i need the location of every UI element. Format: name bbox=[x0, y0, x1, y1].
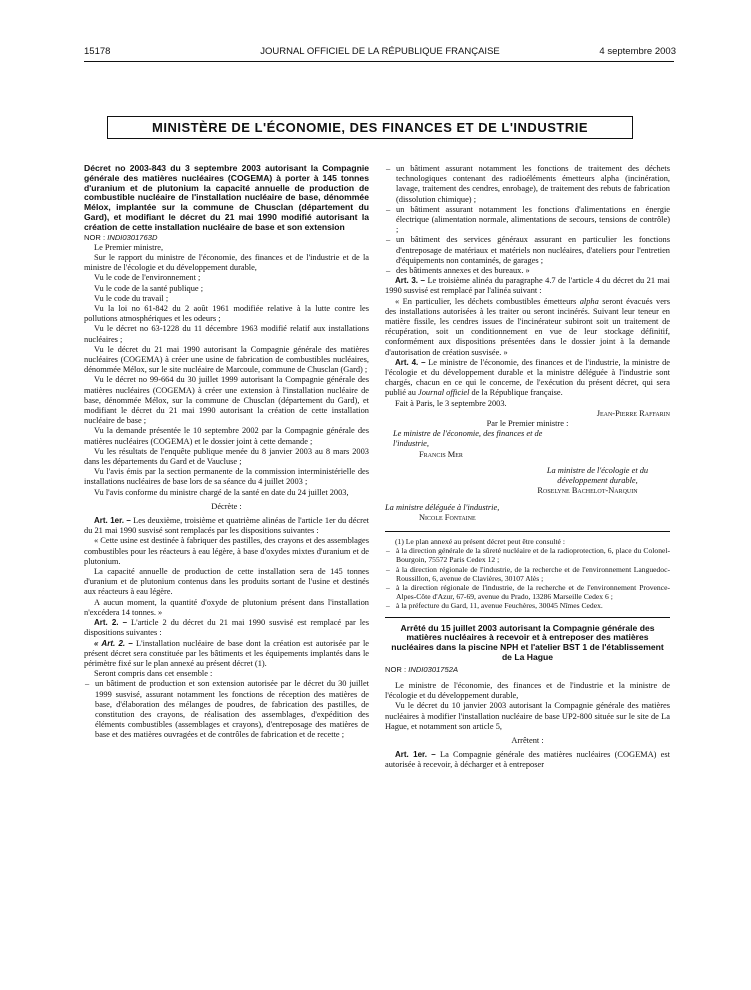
visa-item: Vu la demande présentée le 10 septembre 2002 par la Compagnie générale des matières nucléaires (COGEMA) et le dossier joint à cette demande ; bbox=[84, 426, 369, 446]
role-ministre-ecologie: La ministre de l'écologie et du développement durable, bbox=[546, 465, 649, 486]
list-item: – un bâtiment assurant notamment les fonctions de traitement des déchets technologiques contenant des radioéléments émetteurs alpha (incinération, lavage, traitement des cendres, enrobage), de traitement des rebuts de fabrication (dissolution chimique) ; bbox=[385, 164, 670, 205]
signature-ministre-deleguee: Nicole Fontaine bbox=[419, 512, 476, 522]
visa-item: Vu le code de la santé publique ; bbox=[94, 283, 204, 293]
footnote bbox=[385, 537, 670, 611]
visa-item: Vu la loi no 61-842 du 2 août 1961 modifiée relative à la lutte contre les pollutions atmosphériques et les odeurs ; bbox=[84, 304, 369, 324]
footnote-intro: (1) Le plan annexé au présent décret peut être consulté : bbox=[395, 536, 565, 546]
par-le-premier-ministre: Par le Premier ministre : bbox=[486, 419, 569, 429]
journal-title: JOURNAL OFFICIEL DE LA RÉPUBLIQUE FRANÇAISE bbox=[260, 46, 500, 57]
rapport: Sur le rapport du ministre de l'économie, des finances et de l'industrie et de la ministre de l'écologie et du développement durable, bbox=[84, 252, 369, 273]
list-item: – à la préfecture du Gard, 11, avenue Feuchères, 30045 Nîmes Cedex. bbox=[385, 601, 670, 610]
signature-ministre-ecologie: Roselyne Bachelot-Narquin bbox=[537, 486, 638, 496]
article-3-quote: « En particulier, les déchets combustibles émetteurs alpha seront évacués vers des installations autorisées à les traiter ou seront incinérés. Suivant leur teneur en matière fissile, les cendres issues de l'incinérateur subiront soit un traitement de récupération, soit un conditionnement en vue de leur stockage définitif, conformément aux dispositions présentées dans le dossier joint à la demande d'autorisation de création susvisée. » bbox=[385, 296, 670, 357]
decree-title: Décret no 2003-843 du 3 septembre 2003 autorisant la Compagnie générale des matières nucléaires (COGEMA) à porter à 145 tonnes d'uranium et de plutonium la capacité annuelle de production de combustible nucléaire de l'installation nucléaire de base, dénommée Mélox, implantée sur la commune de Chusclan (département du Gard), et modifiant le décret du 21 mai 1990 modifié autorisant la création de cette installation nucléaire de base et son extension bbox=[84, 164, 369, 232]
page-header bbox=[84, 46, 676, 60]
arrete-intro: Le ministre de l'économie, des finances et de l'industrie et la ministre de l'écologie et du développement durable, bbox=[385, 680, 670, 701]
list-item: – à la direction régionale de l'industrie, de la recherche et de l'environnement Languedoc-Roussillon, 6, avenue de Clavières, 30107 Alès ; bbox=[385, 565, 670, 583]
page-number: 15178 bbox=[84, 46, 111, 57]
article-2-list bbox=[84, 679, 369, 740]
section-rule bbox=[385, 617, 670, 618]
list-item: – des bâtiments annexes et des bureaux. » bbox=[385, 266, 670, 276]
visa-item: Vu l'avis émis par la section permanente de la commission interministérielle des installations nucléaires de base lors de sa séance du 4 juillet 2003 ; bbox=[84, 467, 369, 487]
list-item: – un bâtiment de production et son extension autorisée par le décret du 30 juillet 1999 susvisé, assurant notamment les fonctions de réception des matières de base, d'élaboration des mélanges de poudres, de fabrication des pastilles, de constitution des crayons, de réalisation des assemblages, d'expédition des éléments combustibles (assemblages et crayons), d'entreposage des matières de base et des matières ouvragées et de contrôles de fabrication et de recette ; bbox=[84, 679, 369, 740]
arretent: Arrêtent : bbox=[511, 735, 544, 745]
list-item: – un bâtiment assurant notamment les fonctions d'alimentations en énergie électrique (alimentation normale, alimentations de secours, tensions de contrôle) ; bbox=[385, 205, 670, 236]
arrete-nor: NOR : INDI0301752A bbox=[385, 664, 459, 674]
article-2-quote: « Art. 2. – L'installation nucléaire de base dont la création est autorisée par le présent décret sera constituée par les bâtiments et les équipements implantés dans le périmètre fixé sur le plan annexé au présent décret (1). bbox=[84, 638, 369, 668]
article-1: Art. 1er. – Les deuxième, troisième et quatrième alinéas de l'article 1er du décret du 21 mai 1990 susvisé sont remplacés par les dispositions suivantes : bbox=[84, 516, 369, 536]
visa-item: Vu les résultats de l'enquête publique menée du 8 janvier 2003 au 8 mars 2003 dans les départements du Gard et de Vaucluse ; bbox=[84, 446, 369, 467]
header-rule bbox=[84, 61, 674, 62]
left-column bbox=[84, 164, 369, 970]
signature-ministre-economie: Francis Mer bbox=[419, 449, 463, 459]
visa-item: Vu le décret no 63-1228 du 11 décembre 1963 modifié relatif aux installations nucléaires ; bbox=[84, 324, 369, 344]
signature-premier-ministre: Jean-Pierre Raffarin bbox=[596, 408, 670, 418]
article-2: Art. 2. – L'article 2 du décret du 21 mai 1990 susvisé est remplacé par les dispositions suivantes : bbox=[84, 618, 369, 638]
premier-ministre: Le Premier ministre, bbox=[94, 242, 164, 252]
publication-date: 4 septembre 2003 bbox=[599, 46, 676, 57]
arrete-visa: Vu le décret du 10 janvier 2003 autorisant la Compagnie générale des matières nucléaires à modifier l'installation nucléaire de base UP2-800 située sur le site de La Hague, et notamment son article 5, bbox=[385, 701, 670, 731]
arrete-article-1: Art. 1er. – La Compagnie générale des matières nucléaires (COGEMA) est autorisée à recevoir, à décharger et à entreposer bbox=[385, 750, 670, 770]
article-2-list-cont bbox=[385, 164, 670, 276]
article-1-quote: « Cette usine est destinée à fabriquer des pastilles, des crayons et des assemblages combustibles pour les réacteurs à eau légère, à base d'oxydes mixtes d'uranium et de plutonium. bbox=[84, 536, 369, 566]
list-item: – un bâtiment des services généraux assurant en particulier les fonctions d'entreposage de matériaux et matériels non nucléaires, d'ateliers pour l'entretien d'équipements non contaminés, de garages ; bbox=[385, 235, 670, 266]
article-1-quote: A aucun moment, la quantité d'oxyde de plutonium présent dans l'installation n'excédera 14 tonnes. » bbox=[84, 597, 369, 617]
article-2-seront: Seront compris dans cet ensemble : bbox=[94, 669, 213, 679]
footnote-list bbox=[385, 546, 670, 610]
visa-item: Vu le décret no 99-664 du 30 juillet 1999 autorisant la Compagnie générale des matières nucléaires (COGEMA) à créer une extension à l'installation nucléaire de base, dénommée Mélox, sur la commune de Chusclan (département du Gard), et modifiant le décret du 21 mai 1990 autorisant la création de cette installation nucléaire de base ; bbox=[84, 375, 369, 426]
list-item: – à la direction régionale de l'industrie, de la recherche et de l'environnement Provence-Alpes-Côte d'Azur, 67-69, avenue du Prado, 13286 Marseille Cedex 6 ; bbox=[385, 583, 670, 601]
article-3: Art. 3. – Le troisième alinéa du paragraphe 4.7 de l'article 4 du décret du 21 mai 1990 susvisé est remplacé par l'alinéa suivant : bbox=[385, 276, 670, 296]
role-ministre-economie: Le ministre de l'économie, des finances et de l'industrie, bbox=[393, 429, 543, 449]
fait-a-paris: Fait à Paris, le 3 septembre 2003. bbox=[395, 398, 507, 408]
visa-item: Vu le code de l'environnement ; bbox=[94, 273, 201, 283]
footnote-rule bbox=[385, 531, 670, 532]
ministry-title: MINISTÈRE DE L'ÉCONOMIE, DES FINANCES ET DE L'INDUSTRIE bbox=[107, 116, 633, 139]
article-4: Art. 4. – Le ministre de l'économie, des finances et de l'industrie, la ministre de l'écologie et du développement durable et la ministre déléguée à l'industrie sont chargés, chacun en ce qui le concerne, de l'exécution du présent décret, qui sera publié au Journal officiel de la République française. bbox=[385, 357, 670, 398]
decree-nor: NOR : INDI0301763D bbox=[84, 232, 158, 242]
visa-item: Vu l'avis conforme du ministre chargé de la santé en date du 24 juillet 2003, bbox=[94, 487, 349, 497]
decrete: Décrète : bbox=[211, 501, 242, 511]
role-ministre-deleguee: La ministre déléguée à l'industrie, bbox=[385, 502, 500, 512]
article-1-quote: La capacité annuelle de production de cette installation sera de 145 tonnes d'uranium et de plutonium contenus dans les produits sortant de l'usine et destinés aux réacteurs à eau légère. bbox=[84, 567, 369, 597]
arrete-title: Arrêté du 15 juillet 2003 autorisant la Compagnie générale des matières nucléaires à recevoir et à entreposer des matières nucléaires dans la piscine NPH et l'atelier BST 1 de l'établissement de La Hague bbox=[391, 622, 664, 662]
visa-item: Vu le décret du 21 mai 1990 autorisant la Compagnie générale des matières nucléaires (COGEMA) à créer une usine de fabrication de combustibles nucléaires, dénommée Mélox, sur le site nucléaire de Marcoule, commune de Chusclan (Gard) ; bbox=[84, 344, 369, 375]
right-column bbox=[385, 164, 670, 970]
list-item: – à la direction générale de la sûreté nucléaire et de la radioprotection, 6, place du Colonel-Bourgoin, 75572 Paris Cedex 12 ; bbox=[385, 546, 670, 564]
visa-item: Vu le code du travail ; bbox=[94, 293, 169, 303]
